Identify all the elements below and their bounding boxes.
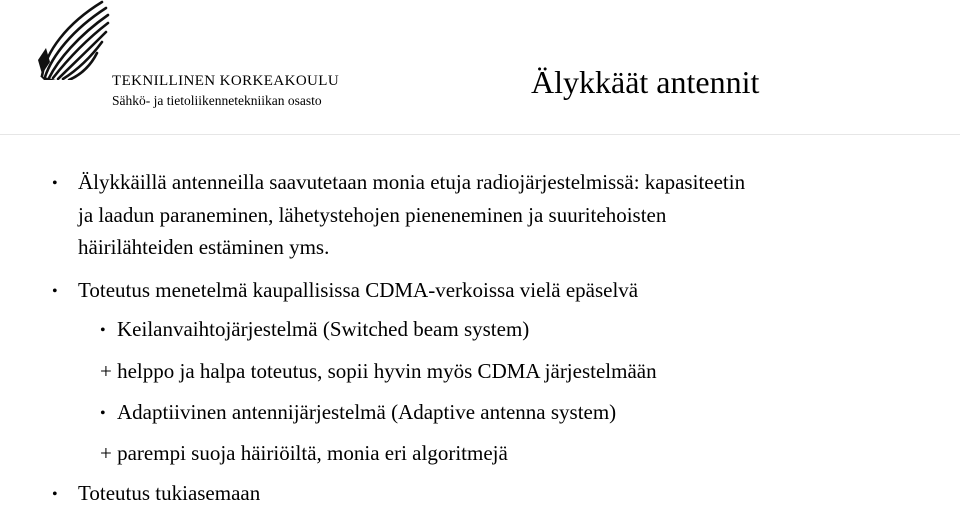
sub-item-adaptive-antenna-pro: + parempi suoja häiriöiltä, monia eri algoritmejä [100, 441, 508, 465]
bullet-3-text: Toteutus tukiasemaan [78, 481, 261, 505]
sub-bullet-dot-icon: • [100, 322, 106, 339]
slide-title: Älykkäät antennit [531, 64, 760, 100]
sub-bullet-dot-icon: • [100, 405, 106, 422]
bullet-dot-icon: • [52, 486, 58, 503]
department-name: Sähkö- ja tietoliikennetekniikan osasto [112, 93, 322, 108]
sub-item-switched-beam-pro: + helppo ja halpa toteutus, sopii hyvin myös CDMA järjestelmään [100, 359, 657, 383]
bullet-dot-icon: • [52, 283, 58, 300]
bullet-1-line-3: häirilähteiden estäminen yms. [78, 235, 330, 259]
bullet-1-line-1: Älykkäillä antenneilla saavutetaan monia etuja radiojärjestelmissä: kapasiteetin [78, 170, 746, 194]
sub-item-adaptive-antenna: Adaptiivinen antennijärjestelmä (Adaptive antenna system) [117, 400, 617, 424]
organization-name: TEKNILLINEN KORKEAKOULU [112, 73, 340, 89]
bullet-2-text: Toteutus menetelmä kaupallisissa CDMA-verkoissa vielä epäselvä [78, 278, 639, 302]
bullet-dot-icon: • [52, 175, 58, 192]
sub-item-switched-beam: Keilanvaihtojärjestelmä (Switched beam system) [117, 317, 530, 341]
bullet-1-line-2: ja laadun paraneminen, lähetystehojen pieneneminen ja suuritehoisten [78, 203, 667, 227]
